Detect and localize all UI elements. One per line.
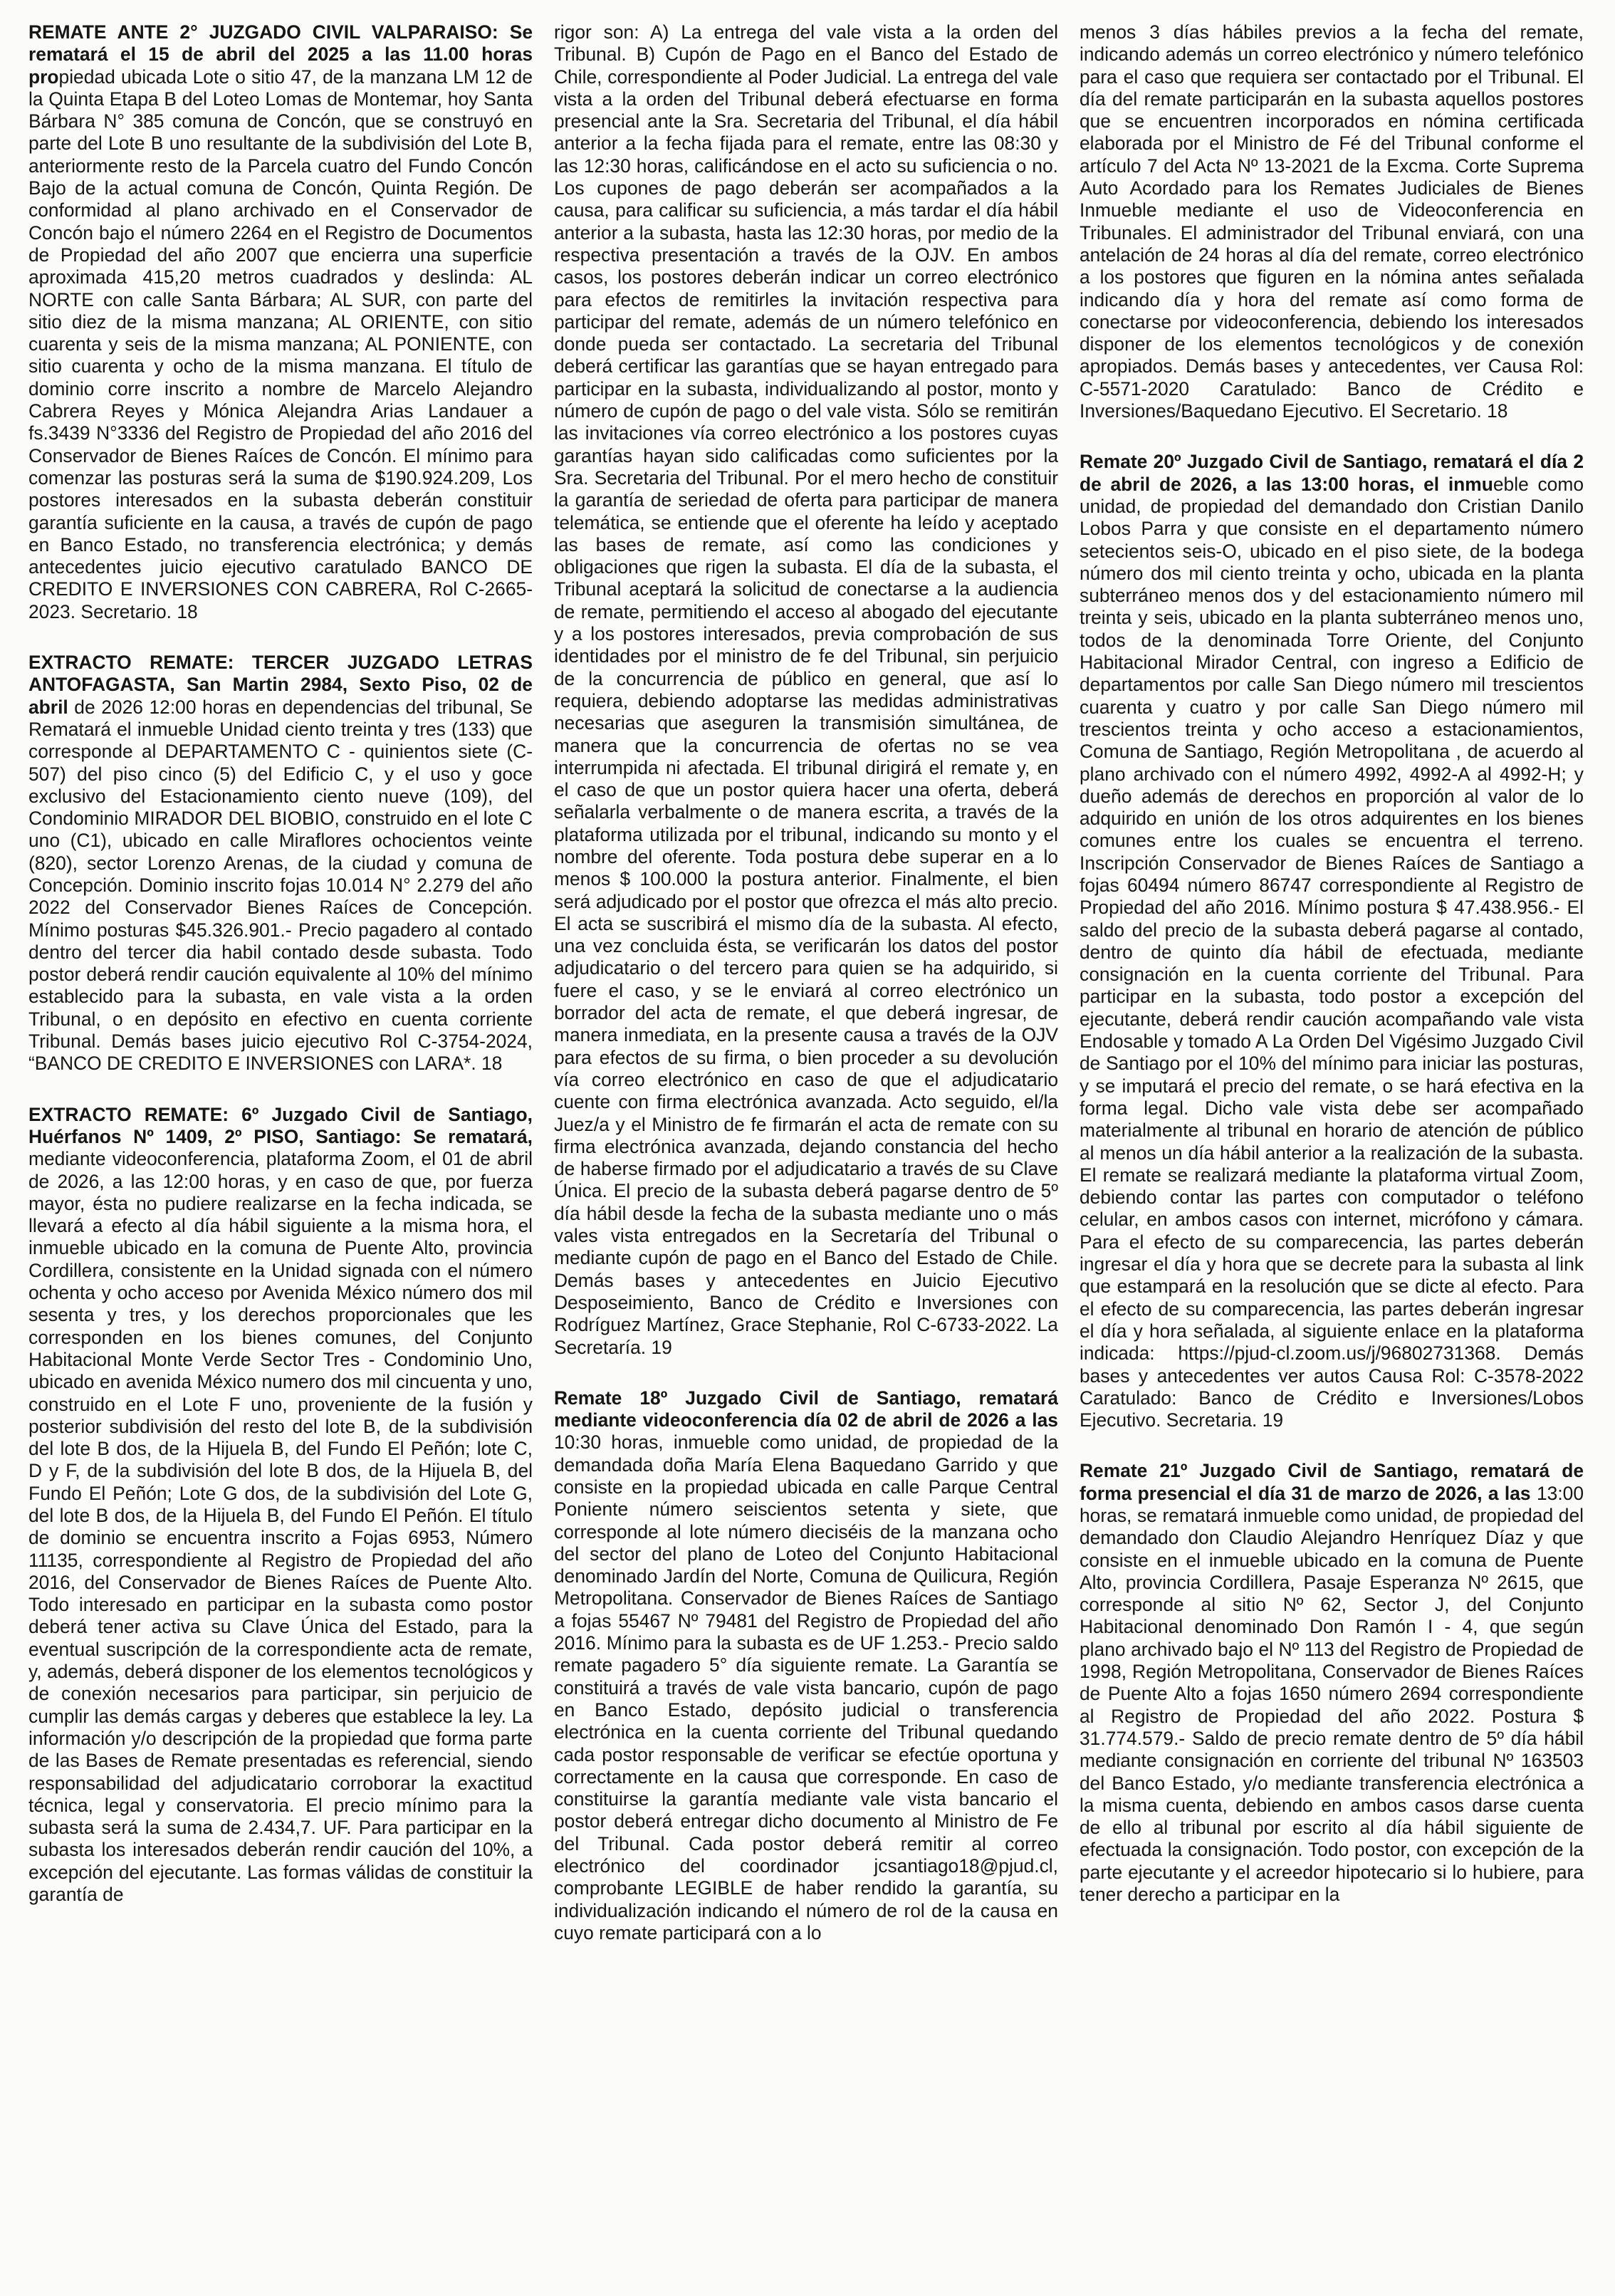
column-2 — [554, 21, 1058, 2296]
notice-body: mediante videoconferencia, plataforma Zoom, el 01 de abril de 2026, a las 12:00 horas, y en caso de que, por fuerza mayor, ésta no pudiere realizarse en la fecha indicada, se llevará a efecto al día hábil siguiente a la misma hora, el inmueble ubicado en la comuna de Puente Alto, provincia Cordillera, consistente en la Unidad signada con el número ochenta y ocho acceso por Avenida México número dos mil sesenta y tres, y los derechos proporcionales que les corresponden en los bienes comunes, del Conjunto Habitacional Monte Verde Sector Tres - Condominio Uno, ubicado en avenida México numero dos mil cincuenta y uno, construido en el Lote F uno, proveniente de la fusión y posterior subdivisión del resto del lote B, de la subdivisión del lote B dos, de la Hijuela B, del Fundo El Peñón; lote C, D y F, de la subdivisión del lote B dos, de la Hijuela B, del Fundo El Peñón; Lote G dos, de la subdivisión del Lote G, del lote B dos, de la Hijuela B, del Fundo El Peñón. El título de dominio se encuentra inscrito a Fojas 6953, Número 11135, correspondiente al Registro de Propiedad del año 2016, del Conservador de Bienes Raíces de Puente Alto. Todo interesado en participar en la subasta como postor deberá tener activa su Clave Única del Estado, para la eventual suscripción de la correspondiente acta de remate, y, además, deberá disponer de los elementos tecnológicos y de conexión necesarios para participar, sin perjuicio de cumplir las demás cargas y deberes que establece la ley. La información y/o descripción de la propiedad que forma parte de las Bases de Remate presentadas es referencial, siendo responsabilidad del adjudicatario corroborar la exactitud técnica, legal y conservatoria. El precio mínimo para la subasta será la suma de 2.434,7. UF. Para participar en la subasta los interesados deberán rendir caución del 10%, a excepción del ejecutante. Las formas válidas de constituir la garantía de — [28, 1148, 533, 1906]
notice-antofagasta — [28, 652, 533, 1075]
notice-body: rigor son: A) La entrega del vale vista a la orden del Tribunal. B) Cupón de Pago en el Banco del Estado de Chile, correspondiente al Poder Judicial. La entrega del vale vista a la orden del Tribunal deberá efectuarse en forma presencial ante la Sra. Secretaria del Tribunal, el día hábil anterior a la fecha fijada para el remate, entre las 08:30 y las 12:30 horas, calificándose en el acto su suficiencia o no. Los cupones de pago deberán ser acompañados a la causa, para calificar su suficiencia, a más tardar el día hábil anterior a la subasta, hasta las 12:30 horas, por medio de la respectiva presentación a través de la OJV. En ambos casos, los postores deberán indicar un correo electrónico para efectos de remitirles la invitación respectiva para participar del remate, además de un número telefónico en donde pueda ser contactado. La secretaria del Tribunal deberá certificar las garantías que se hayan entregado para participar en la subasta, individualizando al postor, monto y número de cupón de pago o del vale vista. Sólo se remitirán las invitaciones vía correo electrónico a los postores cuyas garantías hayan sido calificadas como suficientes por la Sra. Secretaria del Tribunal. Por el mero hecho de constituir la garantía de seriedad de oferta para participar de manera telemática, se entiende que el oferente ha leído y aceptado las bases de remate, así como las condiciones y obligaciones que rigen la subasta. El día de la subasta, el Tribunal aceptará la solicitud de conectarse a la audiencia de remate, permitiendo el acceso al abogado del ejecutante y a los postores interesados, previa comprobación de sus identidades por el ministro de fe del Tribunal, sin perjuicio de la concurrencia de público en general, que así lo requiera, debiendo adoptarse las medidas administrativas necesarias que aseguren la transmisión simultánea, de manera que la concurrencia de ofertas no se vea interrumpida ni afectada. El tribunal dirigirá el remate y, en el caso de que un postor quiera hacer una oferta, deberá señalarla verbalmente o de manera escrita, a través de la plataforma utilizada por el tribunal, indicando su monto y el nombre del oferente. Toda postura debe superar en a lo menos $ 100.000 la postura anterior. Finalmente, el bien será adjudicado por el postor que ofrezca el más alto precio. El acta se suscribirá el mismo día de la subasta. Al efecto, una vez concluida ésta, se verificarán los datos del postor adjudicatario o del tercero para quien se ha adquirido, si fuere el caso, y se le enviará al correo electrónico un borrador del acta de remate, el que deberá ingresar, de manera inmediata, en la presente causa a través de la OJV para efectos de su firma, o bien proceder a su devolución vía correo electrónico en caso de que el adjudicatario cuente con firma electrónica avanzada. Acto seguido, el/la Juez/a y el Ministro de fe firmarán el acta de remate con su firma electrónica avanzada, dejando constancia del hecho de haberse firmado por el adjudicatario a través de su Clave Única. El precio de la subasta deberá pagarse dentro de 5º día hábil desde la fecha de la subasta mediante uno o más vales vista entregados en la Secretaría del Tribunal o mediante cupón de pago en el Banco del Estado de Chile. Demás bases y antecedentes en Juicio Ejecutivo Desposeimiento, Banco de Crédito e Inversiones con Rodríguez Martínez, Grace Stephanie, Rol C-6733-2022. La Secretaría. 19 — [554, 21, 1058, 1358]
notice-heading: Remate 20º Juzgado Civil de Santiago, rematará el día 2 de abril de 2026, a las 13:00 horas, el inmu — [1080, 451, 1584, 495]
columns — [28, 21, 1589, 2296]
notice-heading: Remate 18º Juzgado Civil de Santiago, rematará mediante videoconferencia día 02 de abril de 2026 a las — [554, 1387, 1058, 1431]
notice-body: 13:00 horas, se rematará inmueble como unidad, de propiedad del demandado don Claudio Alejandro Henríquez Díaz y que consiste en el inmueble ubicado en la comuna de Puente Alto, provincia Cordillera, Pasaje Esperanza Nº 2615, que corresponde al sitio Nº 62, Sector J, del Conjunto Habitacional denominado Don Ramón I - 4, que según plano archivado bajo el Nº 113 del Registro de Propiedad de 1998, Región Metropolitana, Conservador de Bienes Raíces de Puente Alto a fojas 1650 número 2694 correspondiente al Registro de Propiedad del año 2022. Postura $ 31.774.579.- Saldo de precio remate dentro de 5º día hábil mediante consignación en corriente del tribunal Nº 163503 del Banco Estado, y/o mediante transferencia electrónica a la misma cuenta, debiendo en ambos casos darse cuenta de ello al tribunal por escrito al día hábil siguiente de efectuada la consignación. Todo postor, con excepción de la parte ejecutante y el acreedor hipotecario si lo hubiere, para tener derecho a participar en la — [1080, 1482, 1584, 1906]
notice-body: piedad ubicada Lote o sitio 47, de la manzana LM 12 de la Quinta Etapa B del Loteo Lomas de Montemar, hoy Santa Bárbara N° 385 comuna de Concón, que se construyó en parte del Lote B uno resultante de la subdivisión del Lote B, anteriormente resto de la Parcela cuatro del Fundo Concón Bajo de la actual comuna de Concón, Quinta Región. De conformidad al plano archivado en el Conservador de Concón bajo el número 2264 en el Registro de Documentos de Propiedad del año 2007 que encierra una superficie aproximada 415,20 metros cuadrados y deslinda: AL NORTE con calle Santa Bárbara; AL SUR, con parte del sitio diez de la misma manzana; AL ORIENTE, con sitio cuarenta y seis de la misma manzana; AL PONIENTE, con sitio cuarenta y ocho de la misma manzana. El título de dominio corre inscrito a nombre de Marcelo Alejandro Cabrera Reyes y Mónica Alejandra Arias Landauer a fs.3439 N°3336 del Registro de Propiedad del año 2016 del Conservador de Bienes Raíces de Concón. El mínimo para comenzar las posturas será la suma de $190.924.209, Los postores interesados en la subasta deberán constituir garantía suficiente en la causa, a través de cupón de pago en Banco Estado, no transferencia electrónica; y demás antecedentes juicio ejecutivo caratulado BANCO DE CREDITO E INVERSIONES CON CABRERA, Rol C-2665-2023. Secretario. 18 — [28, 66, 533, 622]
notice-20-juzgado — [1080, 451, 1584, 1431]
notice-body: de 2026 12:00 horas en dependencias del tribunal, Se Rematará el inmueble Unidad ciento treinta y tres (133) que corresponde al DEPARTAMENTO C - quinientos siete (C-507) del piso cinco (5) del Edificio C, y el uso y goce exclusivo del Estacionamiento ciento nueve (109), del Condominio MIRADOR DEL BIOBIO, construido en el lote C uno (C1), ubicado en calle Miraflores ochocientos veinte (820), sector Lorenzo Arenas, de la ciudad y comuna de Concepción. Dominio inscrito fojas 10.014 N° 2.279 del año 2022 del Conservador Bienes Raíces de Concepción. Mínimo posturas $45.326.901.- Precio pagadero al contado dentro del tercer dia habil contado desde subasta. Todo postor deberá rendir caución equivalente al 10% del mínimo establecido para la subasta, en vale vista a la orden Tribunal, o en depósito en efectivo en cuenta corriente Tribunal. Demás bases juicio ejecutivo Rol C-3754-2024, “BANCO DE CREDITO E INVERSIONES con LARA*. 18 — [28, 696, 533, 1075]
notice-body: 10:30 horas, inmueble como unidad, de propiedad de la demandada doña María Elena Baquedano Garrido y que consiste en la propiedad ubicada en calle Parque Central Poniente número seiscientos setenta y siete, que corresponde al lote número dieciséis de la manzana ocho del sector del plano de Loteo del Conjunto Habitacional denominado Jardín del Norte, Comuna de Quilicura, Región Metropolitana. Conservador de Bienes Raíces de Santiago a fojas 55467 Nº 79481 del Registro de Propiedad del año 2016. Mínimo para la subasta es de UF 1.253.- Precio saldo remate pagadero 5° día siguiente remate. La Garantía se constituirá a través de vale vista bancario, cupón de pago en Banco Estado, depósito judicial o transferencia electrónica en la cuenta corriente del Tribunal quedando cada postor responsable de verificar se efectúe oportuna y correctamente en la causa que corresponde. En caso de constituirse la garantía mediante vale vista bancario el postor deberá entregar dicho documento al Ministro de Fe del Tribunal. Cada postor deberá remitir al correo electrónico del coordinador jcsantiago18@pjud.cl, comprobante LEGIBLE de haber rendido la garantía, su individualización indicando el número de rol de la causa en cuyo remate participará con a lo — [554, 1431, 1058, 1943]
notice-6-juzgado — [28, 1104, 533, 1906]
notice-6-juzgado-continued — [554, 21, 1058, 1359]
notice-18-juzgado — [554, 1387, 1058, 1944]
notice-heading: EXTRACTO REMATE: TERCER JUZGADO LETRAS ANTOFAGASTA, San Martin 2984, Sexto Piso, 02 de abril — [28, 652, 533, 718]
column-3 — [1080, 21, 1584, 2296]
notice-body: menos 3 días hábiles previos a la fecha del remate, indicando además un correo electrónico y número telefónico para el caso que requiera ser contactado por el Tribunal. El día del remate participarán en la subasta aquellos postores que se encuentren incorporados en nómina certificada elaborada por el Ministro de Fé del Tribunal conforme el artículo 7 del Acta Nº 13-2021 de la Excma. Corte Suprema Auto Acordado para los Remates Judiciales de Bienes Inmueble mediante el uso de Videoconferencia en Tribunales. El administrador del Tribunal enviará, con una antelación de 24 horas al día del remate, correo electrónico a los postores que figuren en la nómina antes señalada indicando día y hora del remate así como forma de conectarse por videoconferencia, debiendo los interesados disponer de los elementos tecnológicos y de conexión apropiados. Demás bases y antecedentes, ver Causa Rol: C-5571-2020 Caratulado: Banco de Crédito e Inversiones/Baquedano Ejecutivo. El Secretario. 18 — [1080, 21, 1584, 422]
notice-21-juzgado — [1080, 1460, 1584, 1906]
notice-valparaiso — [28, 21, 533, 623]
notice-body: eble como unidad, de propiedad del demandado don Cristian Danilo Lobos Parra y que consiste en el departamento número setecientos seis-O, ubicado en el piso siete, de la bodega número dos mil ciento treinta y ocho, ubicada en la planta subterráneo menos dos y del estacionamiento número mil treinta y seis, ubicado en la planta subterráneo menos uno, todos de la denominada Torre Oriente, del Conjunto Habitacional Mirador Central, con ingreso a Edificio de departamentos por calle San Diego número mil trescientos cuarenta y cuatro y por calle San Diego número mil trescientos treinta y ocho acceso a estacionamientos, Comuna de Santiago, Región Metropolitana , de acuerdo al plano archivado con el número 4992, 4992-A al 4992-H; y dueño además de derechos en proporción al valor de lo adquirido en unión de los otros adquirentes en los bienes comunes entre los cuales se encuentra el terreno. Inscripción Conservador de Bienes Raíces de Santiago a fojas 60494 número 86747 correspondiente al Registro de Propiedad del año 2016. Mínimo postura $ 47.438.956.- El saldo del precio de la subasta deberá pagarse al contado, dentro de quinto día hábil de efectuada, mediante consignación en la cuenta corriente del Tribunal. Para participar en la subasta, todo postor a excepción del ejecutante, deberá rendir caución acompañando vale vista Endosable y tomado A La Orden Del Vigésimo Juzgado Civil de Santiago por el 10% del mínimo para iniciar las posturas, y se imputará el precio del remate, o se hará efectiva en la forma legal. Dicho vale vista debe ser acompañado materialmente al tribunal en horario de atención de público al menos un día hábil anterior a la realización de la subasta. El remate se realizará mediante la plataforma virtual Zoom, debiendo contar las partes con computador o teléfono celular, en ambos casos con internet, micrófono y cámara. Para el efecto de su comparecencia, las partes deberán ingresar el día y hora que se decrete para la subasta al link que estampará en la resolución que se dicte al efecto. Para el efecto de su comparecencia, las partes deberán ingresar el día y hora señalada, al siguiente enlace en la plataforma indicada: https://pjud-cl.zoom.us/j/96802731368. Demás bases y antecedentes ver autos Causa Rol: C-3578-2022 Caratulado: Banco de Crédito e Inversiones/Lobos Ejecutivo. Secretaria. 19 — [1080, 473, 1584, 1431]
notice-18-juzgado-continued — [1080, 21, 1584, 422]
notice-heading: REMATE ANTE 2° JUZGADO CIVIL VALPARAISO: Se rematará el 15 de abril del 2025 a las 11.00 horas pro — [28, 21, 533, 88]
notice-heading: EXTRACTO REMATE: 6º Juzgado Civil de Santiago, Huérfanos Nº 1409, 2º PISO, Santiago: Se rematará, — [28, 1103, 533, 1147]
column-1 — [28, 21, 533, 2296]
notice-heading: Remate 21º Juzgado Civil de Santiago, rematará de forma presencial el día 31 de marzo de 2026, a las — [1080, 1460, 1584, 1504]
